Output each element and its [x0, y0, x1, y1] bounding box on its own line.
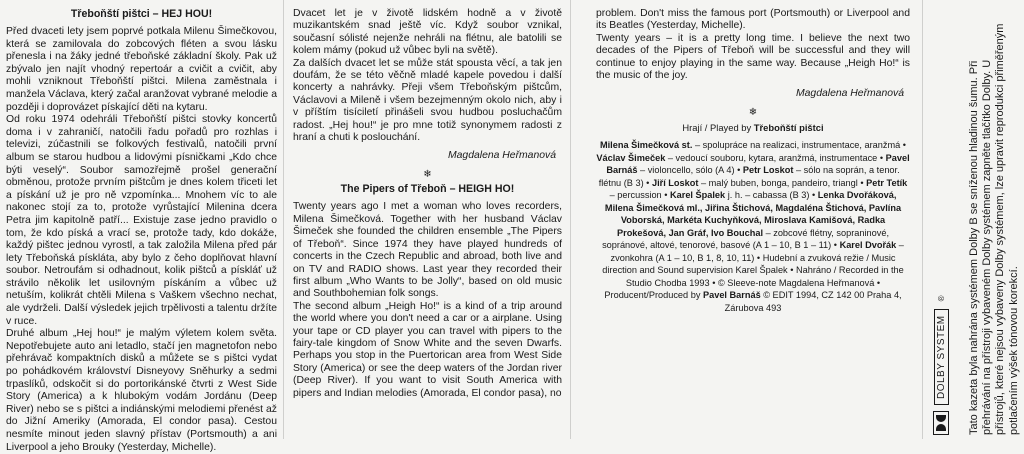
dolby-panel	[922, 0, 1024, 439]
rotated-spine	[926, 8, 1020, 439]
credit-role: © EDIT 1994, CZ 142 00 Praha 4, Zárubova 493	[724, 290, 902, 313]
czech-paragraph-2: Od roku 1974 odehráli Třeboňští pištci stovky koncertů doma i v zahraničí, natočili řadu pořadů pro rozhlas i televizi, zúčastnili se folkových festivalů, natočili první album se starou hudbou a lidovými písničkami „Kdo chce býti veselý“. Soubor samozřejmě prošel generační obměnou, protože prvním pištcům je dnes kolem třiceti let a pískání už je pro ně vzpomínka... Mnohem víc to ale nakonec stojí za to, protože vyrůstající Milenina dcera Petra jim kapitolně patří... Existuje zase jedno pravidlo o tom, že kdo píská a vrací se, protože tady, kdo dokáže, každý pištec jednou vyrostl, a tak založila Milena před pár lety Třeboňská pískláta, aby bylo z čeho doplňovat hlavní soubor. Netroufám si odhadnout, kolik pištců a pískláť už strávilo několik let usilovným pískáním a vůbec už netuším, kolikrát chtěli Milena s Vaškem všechno nechat, ale vydrželi. Další výsledek jejich trpělivosti a talentu držíte v ruce.	[6, 114, 277, 327]
credit-role: – vedoucí souboru, kytara, aranžmá, instrumentace •	[665, 152, 886, 163]
credit-role: – violoncello, sólo (A 4) •	[637, 165, 743, 176]
english-credits-panel	[570, 0, 922, 439]
dolby-note: Tato kazeta byla nahrána systémem Dolby B se sníženou hladinou šumu. Při přehrávání na přístroji vybaveném Dolby systémem zapněte tlačítko Dolby. U přístrojů, které nejsou vybaveny Dolby systémem, lze upravit reprodukci přiměřeným potlačením výšek tónovou korekcí.	[968, 23, 1020, 435]
played-prefix: Hrají / Played by	[682, 122, 754, 134]
english-paragraph-3: problem. Don't miss the famous port (Portsmouth) or Liverpool and its Beatles (Yesterday, Michelle).	[596, 8, 910, 32]
dolby-logo	[930, 295, 952, 435]
credit-name: Pavel Barnáš	[606, 152, 910, 176]
english-signature: Magdalena Heřmanová	[795, 88, 904, 100]
credit-role: – spolupráce na realizaci, instrumentace, aranžmá •	[692, 140, 907, 151]
credits-list	[596, 139, 910, 314]
credit-name: Lenka Dvořáková, Milena Šimečková ml., Jiřina Štichová, Magdaléna Štichová, Pavlína Voborská, Markéta Kuchyňková, Miroslava Kamišová, Radka Prokešová, Jan Gráf, Ivo Bouchal	[604, 190, 902, 238]
dolby-system-label: DOLBY SYSTEM	[934, 309, 949, 405]
snowflake-icon: ❄	[423, 169, 432, 181]
credit-name: Václav Šimeček	[596, 152, 666, 163]
english-paragraph-2: The second album „Heigh Ho!“ is a kind of a trip around the world where you don't need a car or a airplane. Using your tape or CD player you can travel with pipers to the fairy-tale kingdom of Snow White and the seven Dwarfs. Perhaps you stop in the Puertorican area from West Side Story (America) or see the deep waters of the Jordan river (Deep River). If you want to visit South America with pipers and Indian melodies (Amorada, El condor pasa), no	[293, 300, 562, 399]
credit-role: – malý buben, bonga, pandeiro, triangl •	[698, 177, 867, 188]
mixed-notes-panel	[283, 0, 570, 439]
czech-signature: Magdalena Heřmanová	[447, 150, 556, 162]
czech-paragraph-1: Před dvaceti lety jsem poprvé potkala Milenu Šimečkovou, která se zamilovala do zobcových fléten a svou lásku přenesla i na žáky jedné třeboňské základní školy. Pak už zbývalo jen najít vhodný repertoár a cvičit a cvičit, aby mohli vzniknout Třeboňští pištci. Milena zaměstnala i manžela Václava, který začal aranžovat vybrané melodie a později i doprovázet pískající děti na kytaru.	[6, 26, 277, 113]
credit-name: Pavel Barnáš	[702, 290, 761, 301]
czech-title: Třeboňští pištci – HEJ HOU!	[70, 8, 213, 20]
czech-paragraph-3: Druhé album „Hej hou!“ je malým výletem kolem světa. Nepotřebujete auto ani letadlo, stačí jen magnetofon nebo přehrávač kompaktních disků a můžete se s pištci vydat po pohádkovém království Disneyovy Sněhurky a sedmi trpaslíků, odskočit si do portorikánské čtvrti z West Side Story (America) a k hlubokým vodám Jordánu (Deep River) nebo se s pištci a indiánskými melodiemi přenést až do Jižní Ameriky (Amorada, El condor pasa). Cestou nesmíte minout jeden slavný přístav (Portsmouth) a ani Liverpool a jeho Brouky (Yesterday, Michelle).	[6, 328, 277, 453]
czech-paragraph-4: Dvacet let je v životě lidském hodně a v životě muzikantském snad ještě víc. Když soubor vznikal, současní sólisté nejenže nehráli na flétnu, ale batolili se kolem mámy (pokud už vůbec byli na světě).	[293, 8, 562, 57]
played-by	[596, 122, 910, 133]
credit-role: – zobcové flétny, sopraninové, sopránové, altové, tenorové, basové (A 1 – 10, B 1 – 11) •	[602, 227, 889, 251]
credit-name: Petr Loskot	[742, 165, 794, 176]
english-title: The Pipers of Třeboň – HEIGH HO!	[340, 183, 515, 196]
credit-name: Petr Tetík	[866, 177, 908, 188]
english-paragraph-4: Twenty years – it is a pretty long time. I believe the next two decades of the Pipers of Třeboň will be successful and they will continue to enjoy playing in the same way. Because „Heigh Ho!“ is the music of the joy.	[596, 32, 910, 82]
credit-role: – zvonkohra (A 1 – 10, B 1, 8, 10, 11) • Hudební a zvuková režie / Music direction and Sound supervision Karel Špalek • Nahráno / Recorded in the Studio Chodba 1993 • © Sleeve-note Magdalena Heřmanová • Producent/Produced by	[602, 240, 904, 301]
english-paragraph-1: Twenty years ago I met a woman who loves recorders, Milena Šimečková. Together with her husband Václav Šimeček she founded the children ensemble „The Pipers of Třeboň“. Since 1974 they have played hundreds of concerts in the Czech Republic and abroad, both live and on TV and RADIO shows. Last year they recorded their first album „Who Wants to be Jolly“, based on old music and Southbohemian folk songs.	[293, 201, 562, 300]
credit-name: Karel Špalek	[670, 190, 726, 201]
czech-notes-panel	[0, 0, 283, 453]
credit-name: Milena Šimečková st.	[599, 140, 693, 151]
credit-name: Jiří Loskot	[651, 177, 699, 188]
czech-paragraph-5: Za dalších dvacet let se může stát spousta věcí, a tak jen doufám, že se této věčně mladé kapele povedou i další koncerty a nahrávky. Přeji všem Třeboňským pištcům, Václavovi a Mileně i všem bezejmenným okolo nich, aby i v příštím tisíciletí přinášeli svou hudbou posluchačům radost. „Hej hou!“ je pro mne totiž synonymem radosti z hraní a chuti k poslouchání.	[293, 57, 562, 144]
credit-name: Karel Dvořák	[839, 240, 897, 251]
credit-role: – percussion •	[609, 190, 670, 201]
snowflake-icon: ❄	[748, 107, 758, 119]
played-name: Třeboňští pištci	[753, 122, 824, 134]
dolby-double-d-icon	[933, 411, 949, 435]
credit-role: j. h. – cabassa (B 3) •	[725, 190, 818, 201]
credit-role: – sólo na soprán, a tenor. flétnu (B 3) •	[598, 165, 900, 188]
registered-mark: ®	[936, 295, 946, 302]
